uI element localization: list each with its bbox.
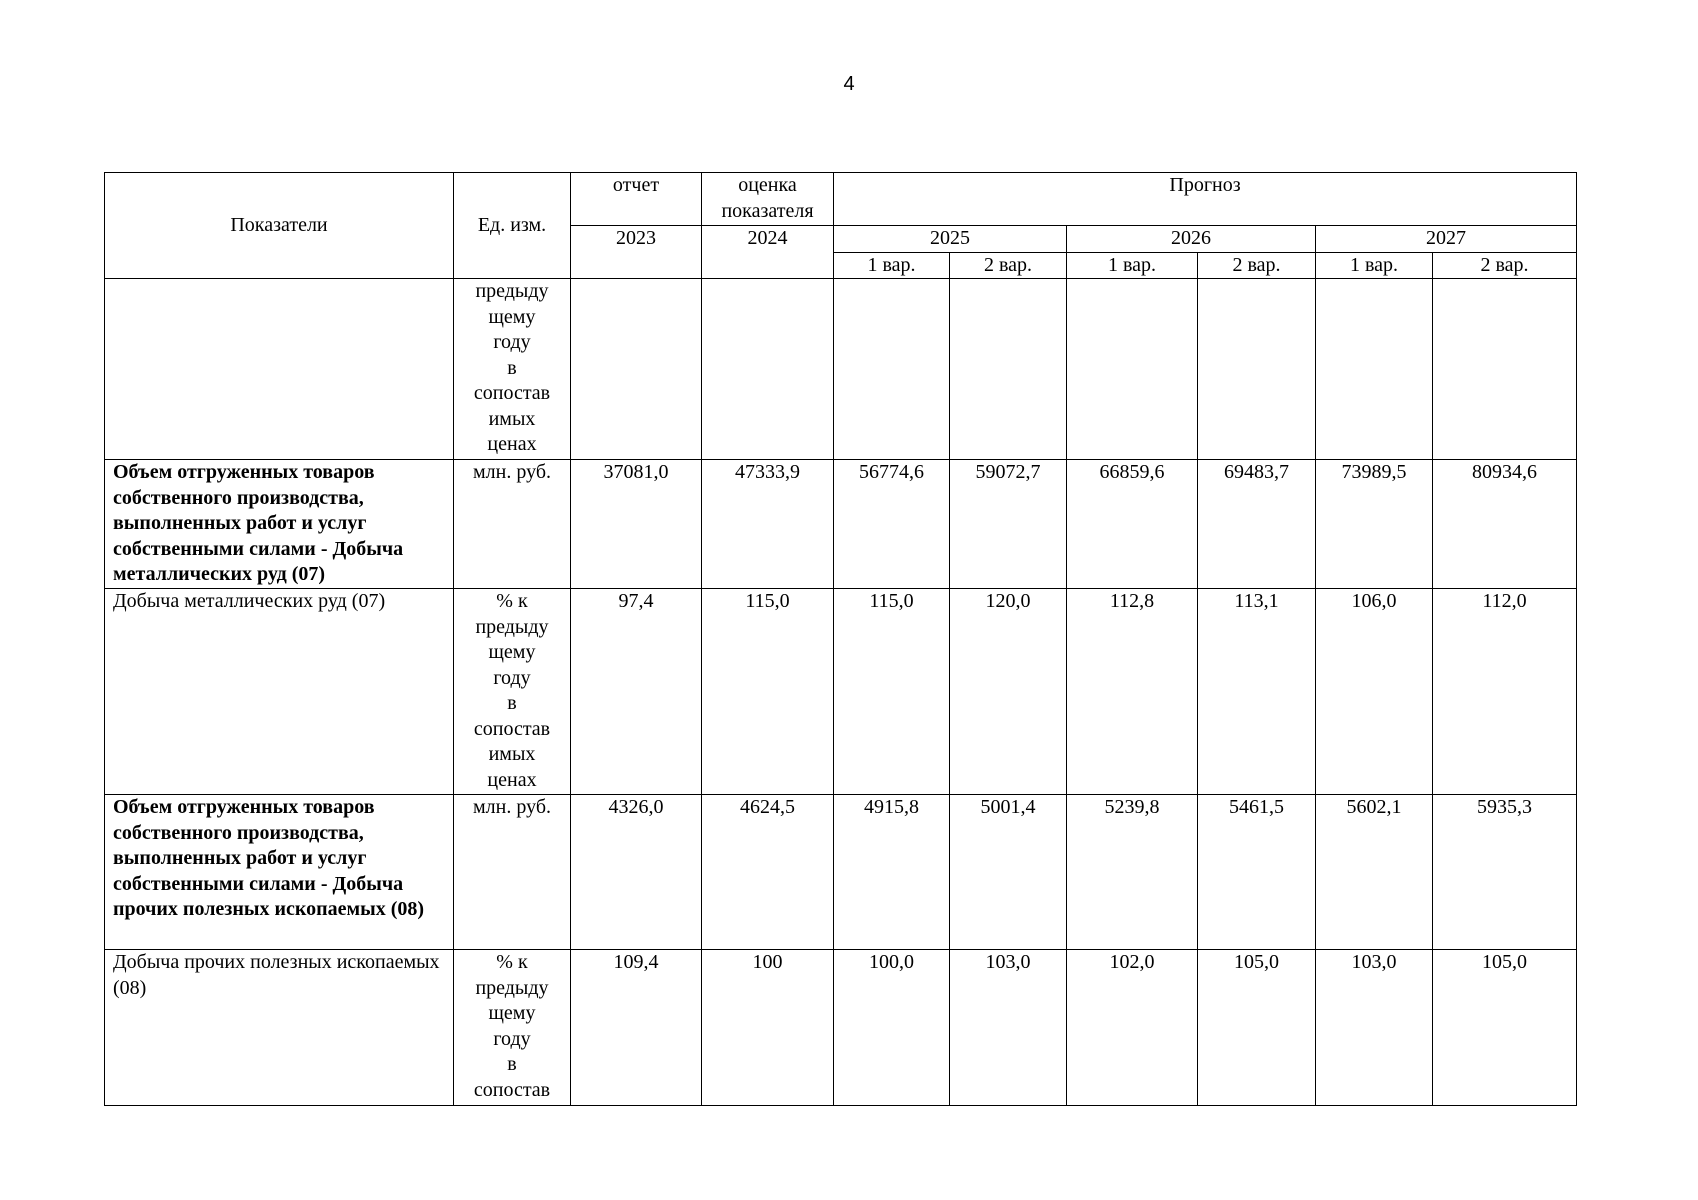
header-forecast: Прогноз <box>834 173 1577 226</box>
unit-line: щему <box>488 305 536 328</box>
row-value: 103,0 <box>950 950 1067 1106</box>
row-value: 105,0 <box>1433 950 1577 1106</box>
unit-line: имых <box>488 407 536 430</box>
row-unit <box>454 589 571 795</box>
row-value: 112,0 <box>1433 589 1577 795</box>
row-value: 4915,8 <box>834 795 950 950</box>
row-value: 5239,8 <box>1067 795 1198 950</box>
row-indicator-name: Объем отгруженных товаров собственного производства, выполненных работ и услуг собственными силами - Добыча прочих полезных ископаемых (08) <box>105 795 454 950</box>
unit-line: году <box>493 1027 531 1050</box>
header-2027-var1: 1 вар. <box>1316 252 1433 279</box>
unit-line: сопостав <box>473 717 551 740</box>
row-value: 100,0 <box>834 950 950 1106</box>
header-2026-var1: 1 вар. <box>1067 252 1198 279</box>
header-year-2023: 2023 <box>571 226 702 279</box>
unit-line: щему <box>488 641 536 663</box>
unit-line: в <box>507 1053 517 1075</box>
header-year-2027: 2027 <box>1316 226 1577 253</box>
row-value: 100 <box>702 950 834 1106</box>
row-value: 120,0 <box>950 589 1067 795</box>
row-value <box>834 279 950 460</box>
page-number: 4 <box>843 73 855 95</box>
unit-line: сопостав <box>473 382 551 404</box>
header-2026-var2: 2 вар. <box>1198 252 1316 279</box>
row-unit <box>454 795 571 950</box>
row-unit <box>454 460 571 589</box>
table-row <box>105 460 1577 589</box>
row-value: 37081,0 <box>571 460 702 589</box>
row-value: 112,8 <box>1067 589 1198 795</box>
row-value: 73989,5 <box>1316 460 1433 589</box>
row-unit <box>454 950 571 1106</box>
table-header <box>105 173 1577 279</box>
unit-line: предыду <box>475 280 549 302</box>
row-value: 115,0 <box>834 589 950 795</box>
table-row <box>105 589 1577 795</box>
row-value: 47333,9 <box>702 460 834 589</box>
unit-line: в <box>507 356 517 379</box>
header-2027-var2: 2 вар. <box>1433 252 1577 279</box>
row-value: 97,4 <box>571 589 702 795</box>
header-year-2025: 2025 <box>834 226 1067 253</box>
table-row <box>105 950 1577 1106</box>
row-unit <box>454 279 571 460</box>
unit-line: предыду <box>475 976 549 999</box>
unit-line: % к <box>496 590 528 612</box>
unit-line: году <box>493 666 531 689</box>
header-report: отчет <box>571 173 702 226</box>
unit-line: щему <box>488 1002 536 1024</box>
row-value: 4624,5 <box>702 795 834 950</box>
unit-line: имых <box>488 743 536 765</box>
row-value <box>1067 279 1198 460</box>
header-year-2024: 2024 <box>702 226 834 279</box>
row-value <box>1198 279 1316 460</box>
unit-line: % к <box>496 951 528 973</box>
row-value <box>702 279 834 460</box>
header-year-2026: 2026 <box>1067 226 1316 253</box>
row-value <box>1316 279 1433 460</box>
row-value: 80934,6 <box>1433 460 1577 589</box>
row-value <box>950 279 1067 460</box>
row-value: 109,4 <box>571 950 702 1106</box>
unit-line: году <box>493 331 531 353</box>
row-value: 59072,7 <box>950 460 1067 589</box>
row-value: 103,0 <box>1316 950 1433 1106</box>
table-row <box>105 795 1577 950</box>
unit-line: млн. руб. <box>473 461 551 483</box>
unit-line: сопостав <box>473 1078 551 1101</box>
unit-line: ценах <box>487 433 537 455</box>
row-indicator-name: Объем отгруженных товаров собственного производства, выполненных работ и услуг собственными силами - Добыча металлических руд (07) <box>105 460 454 589</box>
row-indicator-name: Добыча металлических руд (07) <box>105 589 454 795</box>
forecast-table <box>104 172 1577 1106</box>
row-value <box>1433 279 1577 460</box>
row-value: 4326,0 <box>571 795 702 950</box>
header-2025-var1: 1 вар. <box>834 252 950 279</box>
row-value <box>571 279 702 460</box>
unit-line: ценах <box>487 768 537 791</box>
unit-line: предыду <box>475 615 549 638</box>
row-indicator-name <box>105 279 454 460</box>
unit-line: млн. руб. <box>473 796 551 818</box>
row-value: 113,1 <box>1198 589 1316 795</box>
row-value: 102,0 <box>1067 950 1198 1106</box>
row-value: 5935,3 <box>1433 795 1577 950</box>
row-value: 66859,6 <box>1067 460 1198 589</box>
row-value: 5602,1 <box>1316 795 1433 950</box>
row-value: 115,0 <box>702 589 834 795</box>
header-unit: Ед. изм. <box>454 173 571 279</box>
row-value: 5001,4 <box>950 795 1067 950</box>
header-estimate: оценка показателя <box>702 173 834 226</box>
row-indicator-name: Добыча прочих полезных ископаемых (08) <box>105 950 454 1106</box>
row-value: 105,0 <box>1198 950 1316 1106</box>
row-value: 56774,6 <box>834 460 950 589</box>
table-body <box>105 279 1577 1106</box>
row-value: 106,0 <box>1316 589 1433 795</box>
unit-line: в <box>507 692 517 714</box>
header-2025-var2: 2 вар. <box>950 252 1067 279</box>
header-indicators: Показатели <box>105 173 454 279</box>
row-value: 69483,7 <box>1198 460 1316 589</box>
row-value: 5461,5 <box>1198 795 1316 950</box>
table-row <box>105 279 1577 460</box>
